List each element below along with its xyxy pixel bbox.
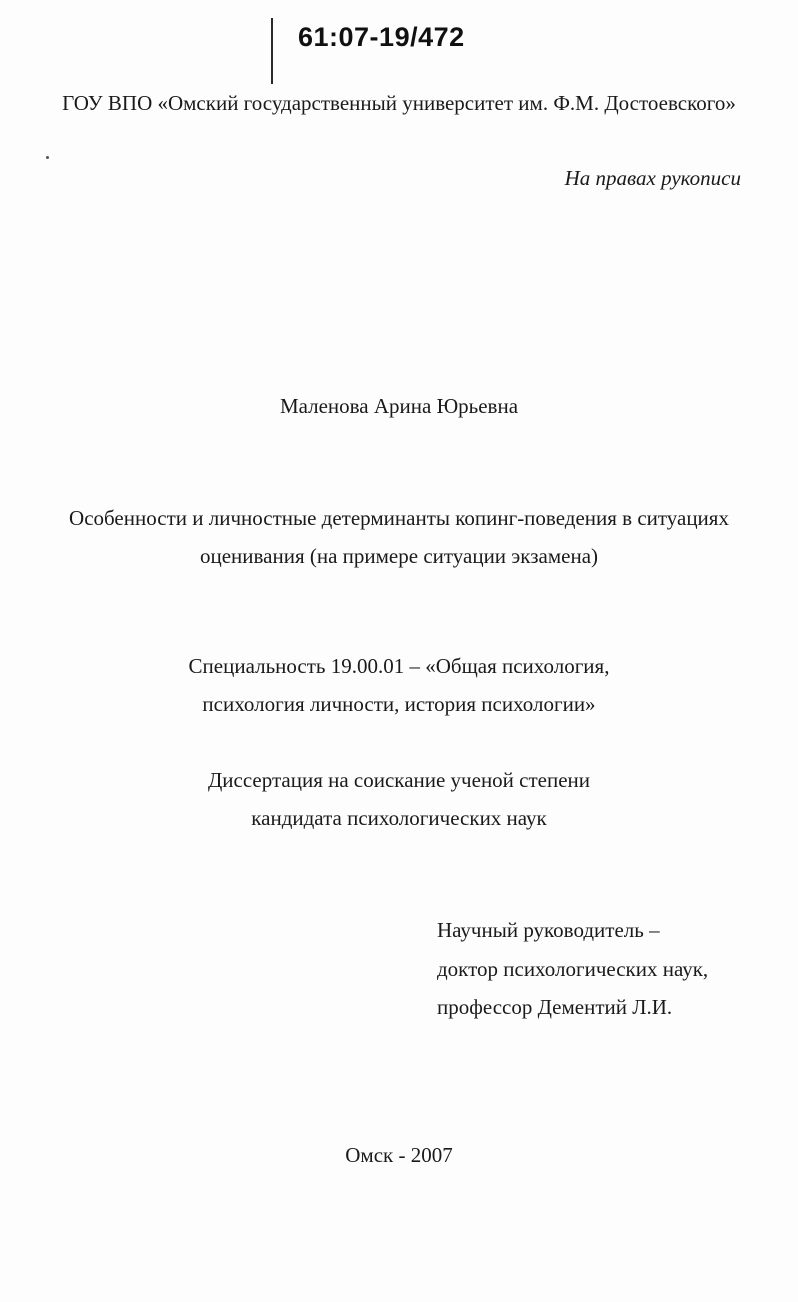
scan-speck — [46, 156, 49, 159]
dissertation-title-line-1: Особенности и личностные детерминанты копинг-поведения в ситуациях — [69, 506, 729, 530]
stamp-divider — [271, 18, 273, 84]
supervisor-line-1: Научный руководитель – — [437, 918, 660, 942]
institution-name: ГОУ ВПО «Омский государственный университет им. Ф.М. Достоевского» — [62, 91, 736, 115]
city-year: Омск - 2007 — [345, 1143, 453, 1167]
degree-line-2: кандидата психологических наук — [251, 806, 547, 830]
archive-stamp-code: 61:07-19/472 — [298, 22, 465, 52]
specialty-line-1: Специальность 19.00.01 – «Общая психология, — [188, 654, 610, 678]
rights-note: На правах рукописи — [564, 166, 741, 190]
author-name: Маленова Арина Юрьевна — [279, 394, 519, 418]
specialty-line-2: психология личности, история психологии» — [202, 692, 596, 716]
dissertation-title-line-2: оценивания (на примере ситуации экзамена) — [199, 544, 599, 568]
degree-line-1: Диссертация на соискание ученой степени — [207, 768, 591, 792]
supervisor-line-3: профессор Дементий Л.И. — [437, 995, 673, 1019]
supervisor-line-2: доктор психологических наук, — [437, 957, 709, 981]
